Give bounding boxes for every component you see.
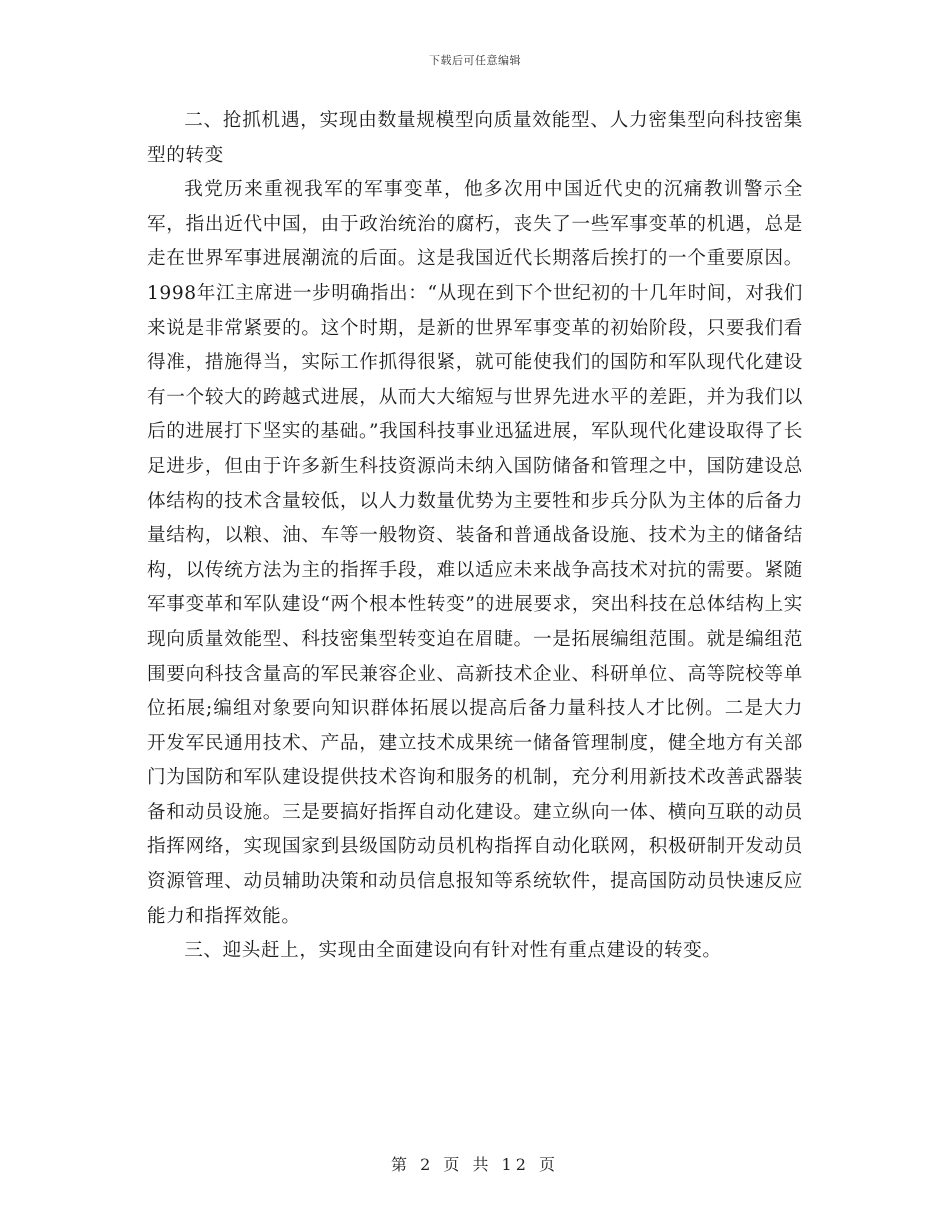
document-body <box>147 104 803 969</box>
section-heading-two: 二、抢抓机遇，实现由数量规模型向质量效能型、人力密集型向科技密集型的转变 <box>147 110 803 166</box>
body-paragraph: 我党历来重视我军的军事变革，他多次用中国近代史的沉痛教训警示全军，指出近代中国，由于政治统治的腐朽，丧失了一些军事变革的机遇，总是走在世界军事进展潮流的后面。这是我国近代长期落后挨打的一个重要原因。1998年江主席进一步明确指出：“从现在到下个世纪初的十几年时间，对我们来说是非常紧要的。这个时期，是新的世界军事变革的初始阶段，只要我们看得准，措施得当，实际工作抓得很紧，就可能使我们的国防和军队现代化建设有一个较大的跨越式进展，从而大大缩短与世界先进水平的差距，并为我们以后的进展打下坚实的基础。”我国科技事业迅猛进展，军队现代化建设取得了长足进步，但由于许多新生科技资源尚未纳入国防储备和管理之中，国防建设总体结构的技术含量较低，以人力数量优势为主要牲和步兵分队为主体的后备力量结构，以粮、油、车等一般物资、装备和普通战备设施、技术为主的储备结构，以传统方法为主的指挥手段，难以适应未来战争高技术对抗的需要。紧随军事变革和军队建设“两个根本性转变”的进展要求，突出科技在总体结构上实现向质量效能型、科技密集型转变迫在眉睫。一是拓展编组范围。就是编组范围要向科技含量高的军民兼容企业、高新技术企业、科研单位、高等院校等单位拓展;编组对象要向知识群体拓展以提高后备力量科技人才比例。二是大力开发军民通用技术、产品，建立技术成果统一储备管理制度，健全地方有关部门为国防和军队建设提供技术咨询和服务的机制，充分利用新技术改善武器装备和动员设施。三是要搞好指挥自动化建设。建立纵向一体、横向互联的动员指挥网络，实现国家到县级国防动员机构指挥自动化联网，积极研制开发动员资源管理、动员辅助决策和动员信息报知等系统软件，提高国防动员快速反应能力和指挥效能。 <box>147 179 803 927</box>
page-number-footer: 第 2 页 共 12 页 <box>391 1155 559 1174</box>
page-header-note: 下载后可任意编辑 <box>429 54 521 67</box>
section-heading-three: 三、迎头赶上，实现由全面建设向有针对性有重点建设的转变。 <box>184 940 722 962</box>
